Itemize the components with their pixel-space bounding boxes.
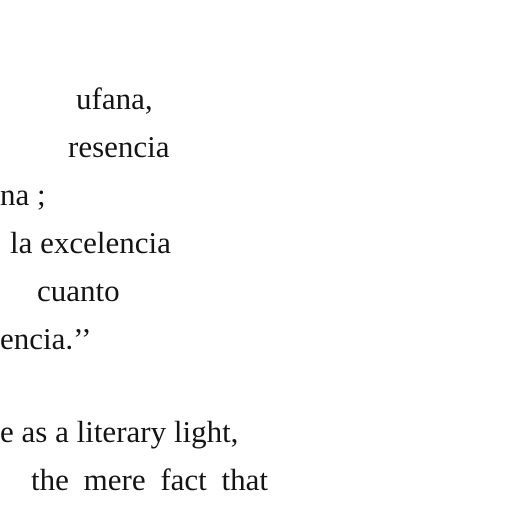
- poem-line-4: la excelencia: [10, 225, 171, 260]
- poem-line-1: ufana,: [76, 81, 153, 116]
- poem-line-3: na ;: [0, 177, 46, 212]
- prose-line-1: e as a literary light,: [0, 414, 239, 449]
- poem-line-2: resencia: [68, 129, 170, 164]
- poem-line-6: encia.’’: [0, 321, 92, 356]
- poem-line-5: cuanto: [37, 273, 120, 308]
- prose-line-2: the mere fact that: [31, 462, 269, 497]
